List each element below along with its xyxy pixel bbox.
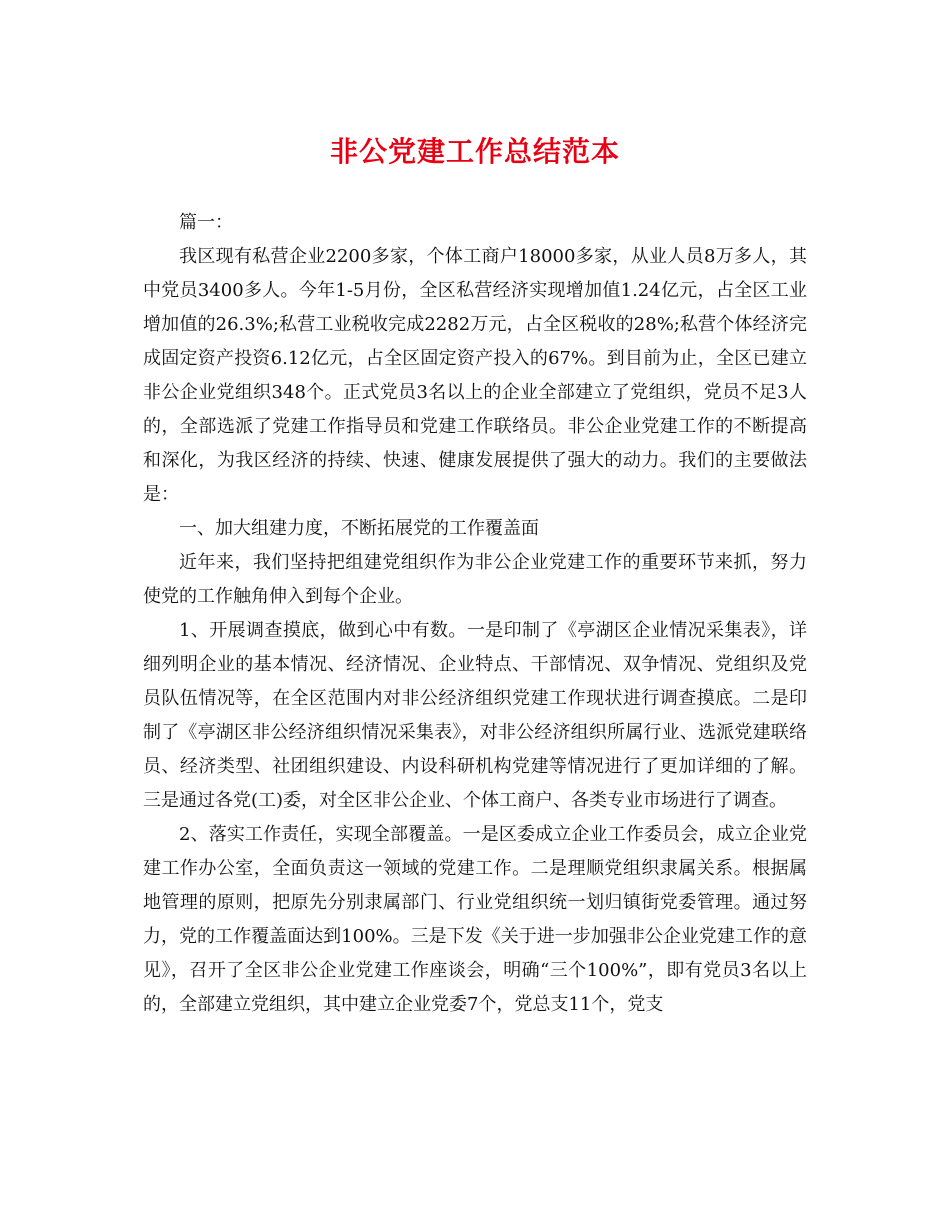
paragraph-overview: 我区现有私营企业2200多家，个体工商户18000多家，从业人员8万多人，其中党员3400多人。今年1-5月份，全区私营经济实现增加值1.24亿元，占全区工业增加值的26.3%;私营工业税收完成2282万元，占全区税收的28%;私营个体经济完成固定资产投资6.12亿元，占全区固定资产投入的67%。到目前为止，全区已建立非公企业党组织348个。正式党员3名以上的企业全部建立了党组织，党员不足3人的，全部选派了党建工作指导员和党建工作联络员。非公企业党建工作的不断提高和深化，为我区经济的持续、快速、健康发展提供了强大的动力。我们的主要做法是：	[143, 246, 807, 505]
paragraph-section-label: 篇一：	[179, 212, 233, 233]
document-title: 非公党建工作总结范本	[329, 135, 620, 168]
paragraph-item-2: 2、落实工作责任，实现全部覆盖。一是区委成立企业工作委员会，成立企业党建工作办公室，全面负责这一领域的党建工作。二是理顺党组织隶属关系。根据属地管理的原则，把原先分别隶属部门、行业党组织统一划归镇街党委管理。通过努力，党的工作覆盖面达到100%。三是下发《关于进一步加强非公企业党建工作的意见》，召开了全区非公企业党建工作座谈会，明确“三个100%”，即有党员3名以上的，全部建立党组织，其中建立企业党委7个，党总支11个，党支	[143, 824, 807, 1015]
paragraph-intro: 近年来，我们坚持把组建党组织作为非公企业党建工作的重要环节来抓，努力使党的工作触角伸入到每个企业。	[143, 552, 807, 607]
paragraph-item-1: 1、开展调查摸底，做到心中有数。一是印制了《亭湖区企业情况采集表》，详细列明企业的基本情况、经济情况、企业特点、干部情况、双争情况、党组织及党员队伍情况等，在全区范围内对非公经济组织党建工作现状进行调查摸底。二是印制了《亭湖区非公经济组织情况采集表》，对非公经济组织所属行业、选派党建联络员、经济类型、社团组织建设、内设科研机构党建等情况进行了更加详细的了解。三是通过各党(工)委，对全区非公企业、个体工商户、各类专业市场进行了调查。	[143, 620, 807, 811]
paragraph-heading-1: 一、加大组建力度，不断拓展党的工作覆盖面	[179, 518, 539, 539]
